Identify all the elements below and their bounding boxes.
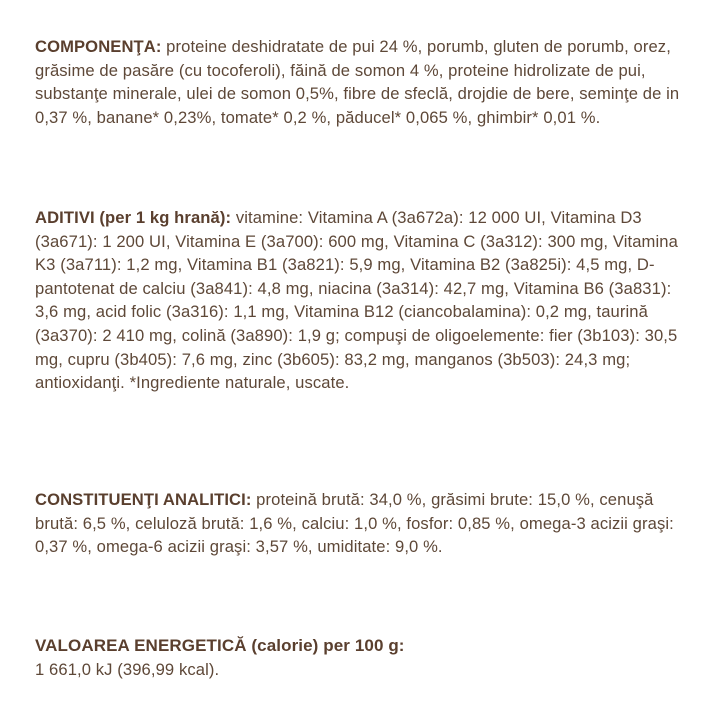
energy-value-line (35, 658, 695, 682)
additives-paragraph (35, 206, 695, 395)
energy-heading-line (35, 634, 695, 658)
analytical-heading: CONSTITUENŢI ANALITICI: (35, 490, 252, 509)
composition-heading: COMPONENŢA: (35, 37, 162, 56)
composition-text: proteine deshidratate de pui 24 %, porumb, gluten de porumb, orez, grăsime de pasăre (cu tocoferoli), făină de somon 4 %, proteine hidrolizate de pui, substanţe minerale, ulei de somon 0,5%, fibre de sfeclă, drojdie de bere, seminţe de in 0,37 %, banane* 0,23%, tomate* 0,2 %, păducel* 0,065 %, ghimbir* 0,01 %. (35, 37, 680, 127)
composition-section (35, 35, 695, 129)
additives-text: vitamine: Vitamina A (3a672a): 12 000 UI, Vitamina D3 (3a671): 1 200 UI, Vitamina E (3a700): 600 mg, Vitamina C (3a312): 300 mg, Vitamina K3 (3a711): 1,2 mg, Vitamina B1 (3a821): 5,9 mg, Vitamina B2 (3a825i): 4,5 mg, D-pantotenat de calciu (3a841): 4,8 mg, niacina (3a314): 42,7 mg, Vitamina B6 (3a831): 3,6 mg, acid folic (3a316): 1,1 mg, Vitamina B12 (ciancobalamina): 0,2 mg, taurină (3a370): 2 410 mg, colină (3a890): 1,9 g; compuşi de oligoelemente: fier (3b103): 30,5 mg, cupru (3b405): 7,6 mg, zinc (3b605): 83,2 mg, manganos (3b503): 24,3 mg; antioxidanţi. *Ingrediente naturale, uscate. (35, 208, 678, 393)
analytical-section (35, 488, 695, 559)
analytical-paragraph (35, 488, 695, 559)
energy-text: 1 661,0 kJ (396,99 kcal). (35, 659, 220, 679)
energy-section (35, 634, 695, 681)
additives-heading: ADITIVI (per 1 kg hrană): (35, 208, 232, 227)
composition-paragraph (35, 35, 695, 129)
additives-section (35, 206, 695, 395)
analytical-text: proteină brută: 34,0 %, grăsimi brute: 15,0 %, cenuşă brută: 6,5 %, celuloză brută: 1,6 %, calciu: 1,0 %, fosfor: 0,85 %, omega-3 acizii graşi: 0,37 %, omega-6 acizii graşi: 3,57 %, umiditate: 9,0 %. (35, 490, 674, 557)
energy-heading: VALOAREA ENERGETICĂ (calorie) per 100 g: (35, 636, 405, 655)
